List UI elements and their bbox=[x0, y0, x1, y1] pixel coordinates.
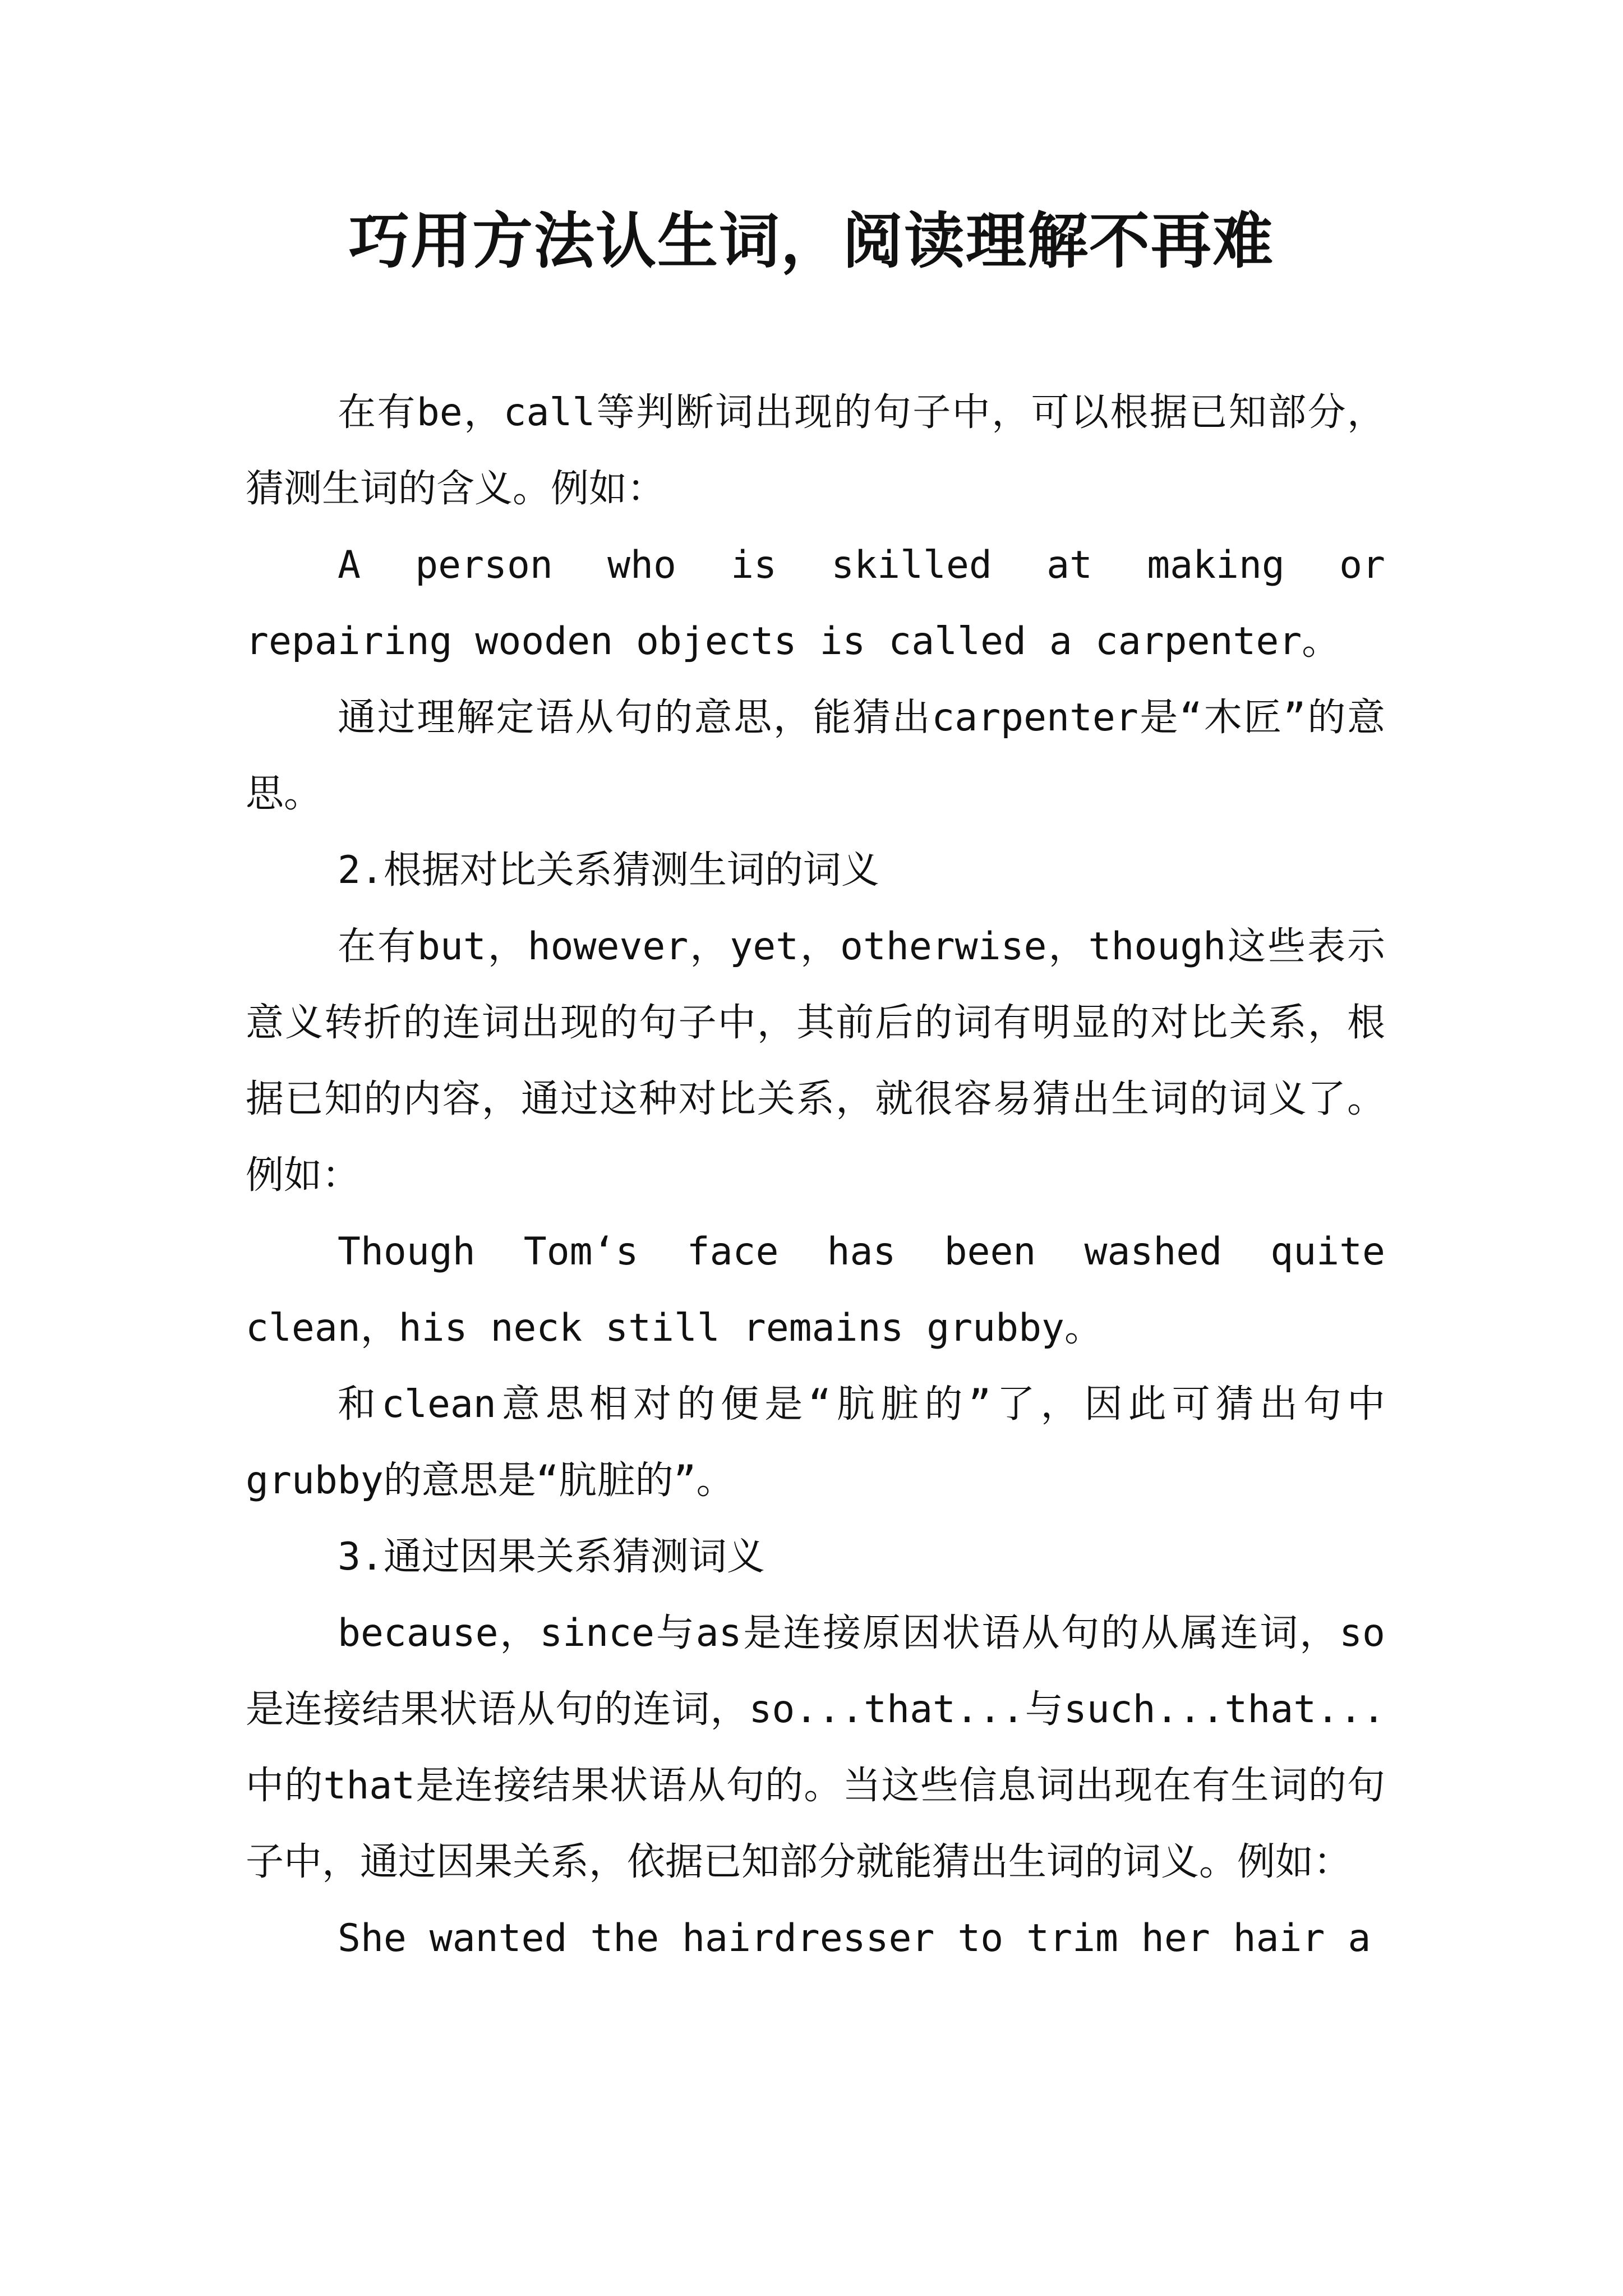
paragraph: because，since与as是连接原因状语从句的从属连词，so是连接结果状语从句的连词，so...that...与such...that...中的that是连接结果状语从句的。当这些信息词出现在有生词的句子中，通过因果关系，依据已知部分就能猜出生词的词义。例如： bbox=[246, 1611, 1385, 1884]
document-body bbox=[246, 375, 1385, 1977]
section-heading: 3.通过因果关系猜测词义 bbox=[338, 1535, 765, 1579]
section-heading: 2.根据对比关系猜测生词的词义 bbox=[338, 848, 879, 892]
paragraph: 在有but，however，yet，otherwise，though这些表示意义转折的连词出现的句子中，其前后的词有明显的对比关系，根据已知的内容，通过这种对比关系，就很容易猜出生词的词义了。例如： bbox=[246, 924, 1385, 1198]
paragraph: She wanted the hairdresser to trim her hair a bbox=[338, 1916, 1371, 1961]
paragraph: A person who is skilled at making or repairing wooden objects is called a carpenter。 bbox=[246, 543, 1385, 664]
paragraph: 在有be，call等判断词出现的句子中，可以根据已知部分，猜测生词的含义。例如： bbox=[246, 390, 1385, 511]
paragraph: 和clean意思相对的便是“肮脏的”了，因此可猜出句中grubby的意思是“肮脏的”。 bbox=[246, 1382, 1385, 1503]
paragraph: 通过理解定语从句的意思，能猜出carpenter是“木匠”的意思。 bbox=[246, 696, 1385, 816]
paragraph: Though Tom‘s face has been washed quite clean，his neck still remains grubby。 bbox=[246, 1230, 1385, 1350]
document-title: 巧用方法认生词，阅读理解不再难 bbox=[348, 206, 1274, 277]
